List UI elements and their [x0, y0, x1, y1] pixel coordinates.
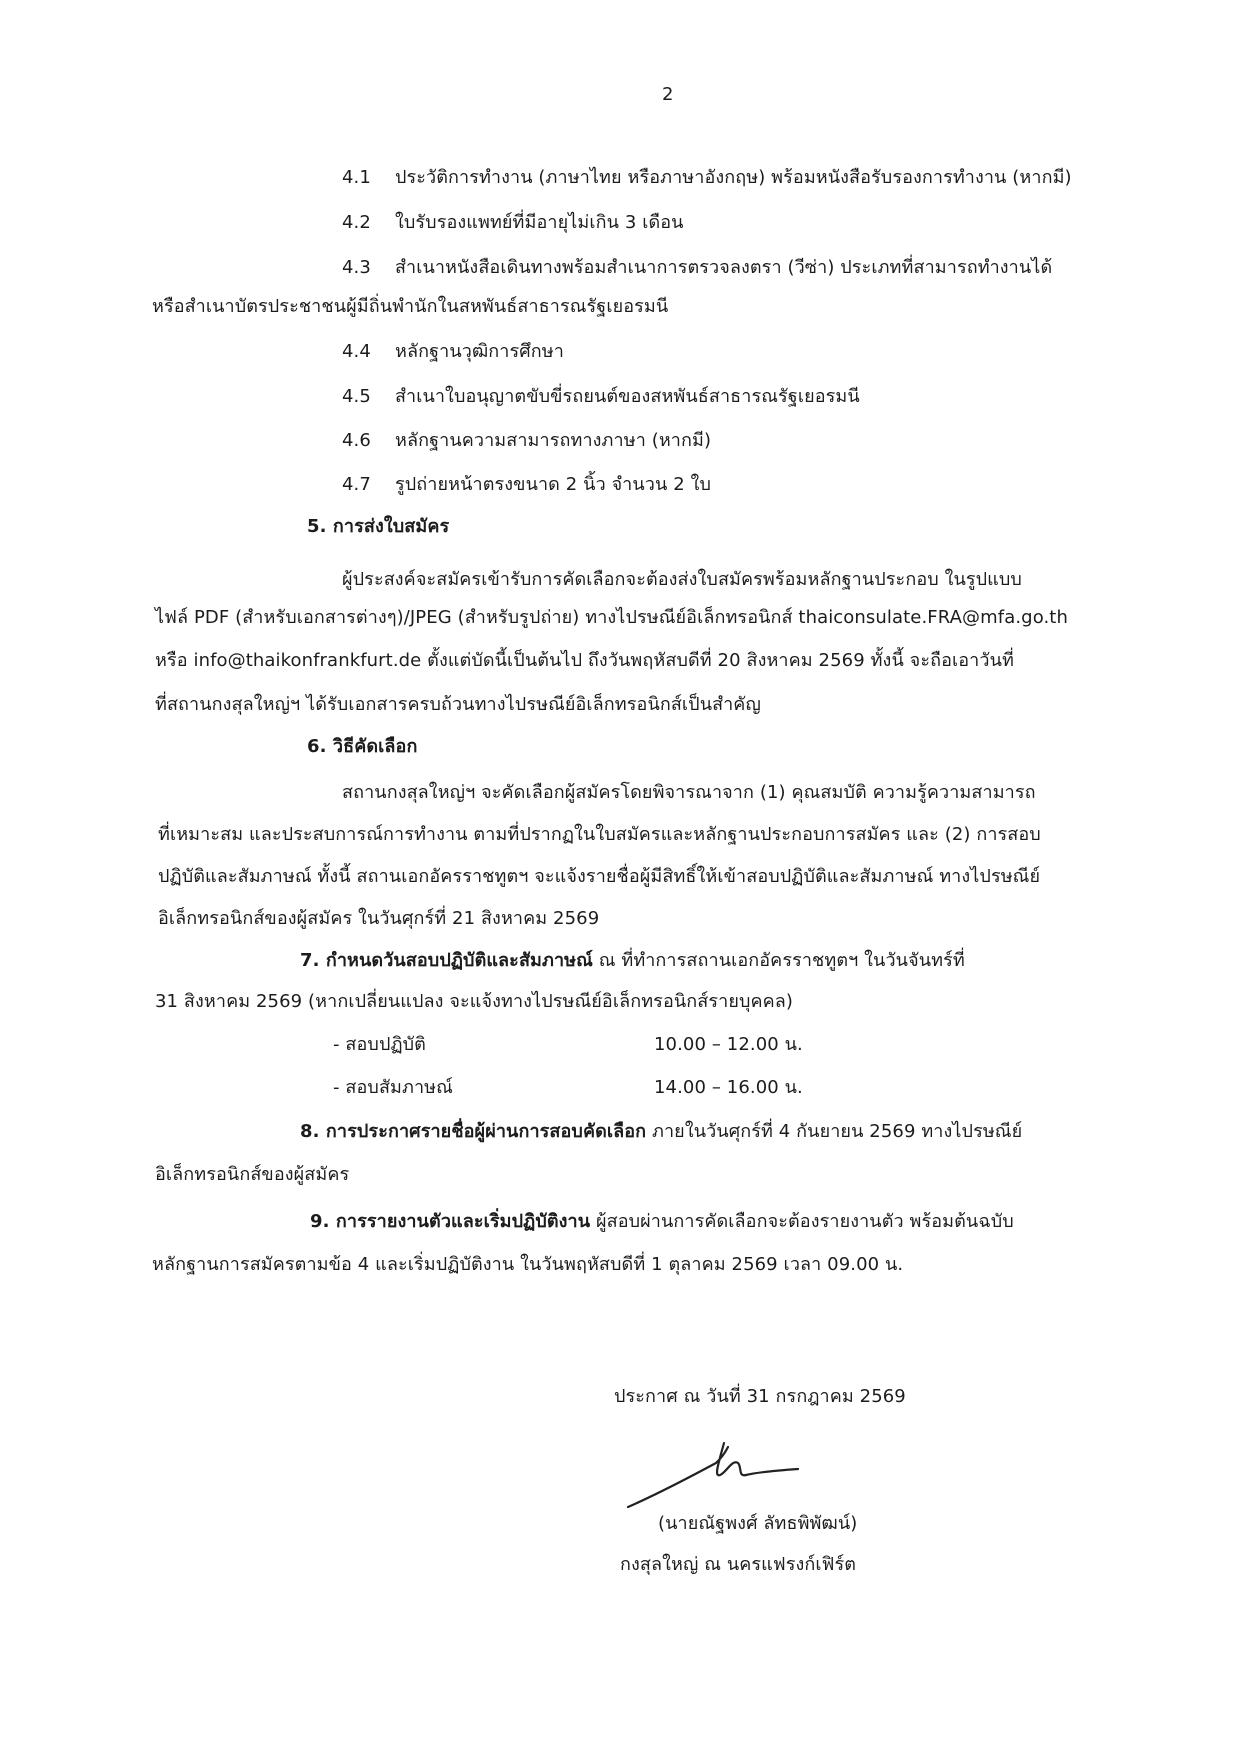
item-4-7-number: 4.7: [342, 474, 371, 495]
section-7-heading: 7. กำหนดวันสอบปฏิบัติและสัมภาษณ์: [300, 950, 593, 971]
section-7-line-1: [300, 946, 965, 976]
section-6-line-1: สถานกงสุลใหญ่ฯ จะคัดเลือกผู้สมัครโดยพิจารณาจาก (1) คุณสมบัติ ความรู้ความสามารถ: [342, 782, 1036, 803]
item-4-2-number: 4.2: [342, 212, 371, 233]
section-6-line-3: ปฏิบัติและสัมภาษณ์ ทั้งนี้ สถานเอกอัครราชทูตฯ จะแจ้งรายชื่อผู้มีสิทธิ์ให้เข้าสอบปฏิบัติและสัมภาษณ์ ทางไปรษณีย์: [158, 866, 1041, 887]
item-4-3-number: 4.3: [342, 257, 371, 278]
section-9-line-2: หลักฐานการสมัครตามข้อ 4 และเริ่มปฏิบัติงาน ในวันพฤหัสบดีที่ 1 ตุลาคม 2569 เวลา 09.00 น.: [152, 1254, 904, 1275]
section-9-rest: ผู้สอบผ่านการคัดเลือกจะต้องรายงานตัว พร้อมต้นฉบับ: [590, 1211, 1014, 1232]
item-4-6-number: 4.6: [342, 430, 371, 451]
schedule-practical-label: - สอบปฏิบัติ: [333, 1034, 426, 1055]
item-4-4-number: 4.4: [342, 341, 371, 362]
section-9-heading: 9. การรายงานตัวและเริ่มปฏิบัติงาน: [310, 1211, 591, 1232]
section-8-line-2: อิเล็กทรอนิกส์ของผู้สมัคร: [155, 1164, 350, 1185]
item-4-4-text: หลักฐานวุฒิการศึกษา: [395, 341, 564, 362]
signer-title: กงสุลใหญ่ ณ นครแฟรงก์เฟิร์ต: [620, 1554, 857, 1575]
section-9-line-1: [310, 1207, 1014, 1237]
item-4-1-number: 4.1: [342, 167, 371, 188]
section-5-line-4: ที่สถานกงสุลใหญ่ฯ ได้รับเอกสารครบถ้วนทางไปรษณีย์อิเล็กทรอนิกส์เป็นสำคัญ: [155, 694, 761, 715]
item-4-5-text: สำเนาใบอนุญาตขับขี่รถยนต์ของสหพันธ์สาธารณรัฐเยอรมนี: [395, 386, 860, 407]
section-5-line-3: หรือ info@thaikonfrankfurt.de ตั้งแต่บัดนี้เป็นต้นไป ถึงวันพฤหัสบดีที่ 20 สิงหาคม 2569 ทั้งนี้ จะถือเอาวันที่: [155, 650, 1014, 671]
section-8-heading: 8. การประกาศรายชื่อผู้ผ่านการสอบคัดเลือก: [300, 1121, 647, 1142]
section-7-rest: ณ ที่ทำการสถานเอกอัครราชทูตฯ ในวันจันทร์ที่: [592, 950, 965, 971]
section-8-rest: ภายในวันศุกร์ที่ 4 กันยายน 2569 ทางไปรษณีย์: [646, 1121, 1023, 1142]
item-4-3-text: สำเนาหนังสือเดินทางพร้อมสำเนาการตรวจลงตรา (วีซ่า) ประเภทที่สามารถทำงานได้: [395, 257, 1053, 278]
item-4-2-text: ใบรับรองแพทย์ที่มีอายุไม่เกิน 3 เดือน: [395, 212, 684, 233]
item-4-6-text: หลักฐานความสามารถทางภาษา (หากมี): [395, 430, 712, 451]
section-6-line-2: ที่เหมาะสม และประสบการณ์การทำงาน ตามที่ปรากฏในใบสมัครและหลักฐานประกอบการสมัคร และ (2) การสอบ: [158, 824, 1041, 845]
item-4-3-continuation: หรือสำเนาบัตรประชาชนผู้มีถิ่นพำนักในสหพันธ์สาธารณรัฐเยอรมนี: [152, 296, 669, 317]
schedule-interview-time: 14.00 – 16.00 น.: [654, 1077, 803, 1098]
section-6-heading: 6. วิธีคัดเลือก: [307, 736, 418, 757]
signer-name: (นายณัฐพงศ์ ลัทธพิพัฒน์): [658, 1513, 858, 1534]
item-4-7-text: รูปถ่ายหน้าตรงขนาด 2 นิ้ว จำนวน 2 ใบ: [395, 474, 711, 495]
item-4-1-text: ประวัติการทำงาน (ภาษาไทย หรือภาษาอังกฤษ) พร้อมหนังสือรับรองการทำงาน (หากมี): [395, 167, 1072, 188]
schedule-practical-time: 10.00 – 12.00 น.: [654, 1034, 803, 1055]
schedule-interview-label: - สอบสัมภาษณ์: [333, 1077, 453, 1098]
section-5-heading: 5. การส่งใบสมัคร: [307, 516, 450, 537]
section-5-line-1: ผู้ประสงค์จะสมัครเข้ารับการคัดเลือกจะต้องส่งใบสมัครพร้อมหลักฐานประกอบ ในรูปแบบ: [342, 569, 1022, 590]
section-8-line-1: [300, 1117, 1022, 1147]
section-7-line-2: 31 สิงหาคม 2569 (หากเปลี่ยนแปลง จะแจ้งทางไปรษณีย์อิเล็กทรอนิกส์รายบุคคล): [155, 991, 794, 1012]
item-4-5-number: 4.5: [342, 386, 371, 407]
section-5-line-2: ไฟล์ PDF (สำหรับเอกสารต่างๆ)/JPEG (สำหรับรูปถ่าย) ทางไปรษณีย์อิเล็กทรอนิกส์ thaiconsulate.FRA@mfa.go.th: [155, 607, 1068, 628]
announcement-date: ประกาศ ณ วันที่ 31 กรกฎาคม 2569: [614, 1386, 906, 1407]
section-6-line-4: อิเล็กทรอนิกส์ของผู้สมัคร ในวันศุกร์ที่ 21 สิงหาคม 2569: [158, 908, 600, 929]
page-number: 2: [662, 84, 674, 105]
